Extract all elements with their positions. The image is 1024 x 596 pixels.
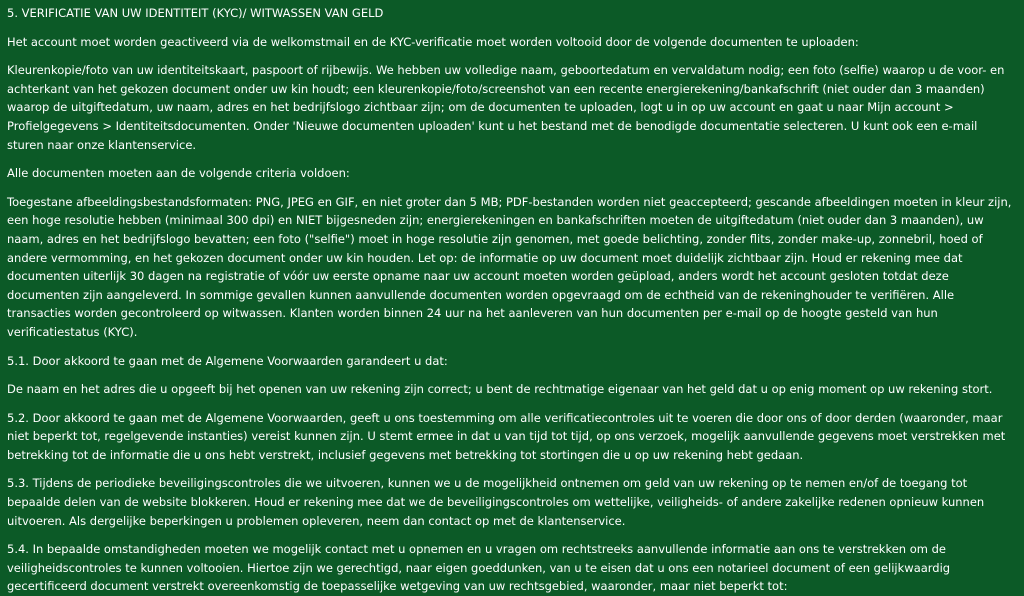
- paragraph-required-documents: Kleurenkopie/foto van uw identiteitskaart, paspoort of rijbewijs. We hebben uw volledige naam, geboortedatum en vervaldatum nodig; een foto (selfie) waarop u de voor- en achterkant van het gekozen document onder uw kin houdt; een kleurenkopie/foto/screenshot van een recente energierekening/bankafschrift (niet ouder dan 3 maanden) waarop de uitgiftedatum, uw naam, adres en het bedrijfslogo zichtbaar zijn; om de documenten te uploaden, logt u in op uw account en gaat u naar Mijn account > Profielgegevens > Identiteitsdocumenten. Onder 'Nieuwe documenten uploaden' kunt u het bestand met de benodigde documentatie selecteren. U kunt ook een e-mail sturen naar onze klantenservice.: [7, 63, 1005, 152]
- section-title: 5. VERIFICATIE VAN UW IDENTITEIT (KYC)/ WITWASSEN VAN GELD: [7, 6, 384, 20]
- paragraph-account-activation: Het account moet worden geactiveerd via de welkomstmail en de KYC-verificatie moet worden voltooid door de volgende documenten te uploaden:: [7, 34, 859, 49]
- paragraph-5-4: 5.4. In bepaalde omstandigheden moeten we mogelijk contact met u opnemen en u vragen om rechtstreeks aanvullende informatie aan ons te verstrekken om de veiligheidscontroles te kunnen voltooien. Hiertoe zijn we gerechtigd, naar eigen goeddunken, van u te eisen dat u ons een notarieel document of een gelijkwaardig gecertificeerd document verstrekt overeenkomstig de toepasselijke wetgeving van uw rechtsgebied, waaronder, maar niet beperkt tot:: [7, 542, 951, 594]
- paragraph-5-2: 5.2. Door akkoord te gaan met de Algemene Voorwaarden, geeft u ons toestemming om alle verificatiecontroles uit te voeren die door ons of door derden (waaronder, maar niet beperkt tot, regelgevende instanties) vereist kunnen zijn. U stemt ermee in dat u van tijd tot tijd, op ons verzoek, mogelijk aanvullende gegevens moet verstrekken met betrekking tot de informatie die u ons hebt verstrekt, inclusief gegevens met betrekking tot stortingen die u op uw rekening hebt gedaan.: [7, 410, 1006, 462]
- paragraph-criteria-intro: Alle documenten moeten aan de volgende criteria voldoen:: [7, 166, 350, 181]
- paragraph-5-1: 5.1. Door akkoord te gaan met de Algemene Voorwaarden garandeert u dat:: [7, 353, 448, 368]
- paragraph-document-criteria: Toegestane afbeeldingsbestandsformaten: PNG, JPEG en GIF, en niet groter dan 5 MB; PDF-bestanden worden niet geaccepteerd; gescande afbeeldingen moeten in kleur zijn, een hoge resolutie hebben (minimaal 300 dpi) en NIET bijgesneden zijn; energierekeningen en bankafschriften moeten de uitgiftedatum (niet ouder dan 3 maanden), uw naam, adres en het bedrijfslogo bevatten; een foto ("selfie") moet in hoge resolutie zijn genomen, met goede belichting, zonder flits, zonder make-up, zonnebril, hoed of andere vermomming, en het gekozen document onder uw kin houden. Let op: de informatie op uw document moet duidelijk zichtbaar zijn. Houd er rekening mee dat documenten uiterlijk 30 dagen na registratie of vóór uw eerste opname naar uw account moeten worden geüpload, anders wordt het account gesloten totdat deze documenten zijn aangeleverd. In sommige gevallen kunnen aanvullende documenten worden opgevraagd om de echtheid van de rekeninghouder te verifiëren. Alle transacties worden gecontroleerd op witwassen. Klanten worden binnen 24 uur na het aanleveren van hun documenten per e-mail op de hoogte gesteld van hun verificatiestatus (KYC).: [7, 194, 1012, 339]
- paragraph-5-3: 5.3. Tijdens de periodieke beveiligingscontroles die we uitvoeren, kunnen we u de mogelijkheid ontnemen om geld van uw rekening op te nemen en/of de toegang tot bepaalde delen van de website blokkeren. Houd er rekening mee dat we de beveiligingscontroles om wettelijke, veiligheids- of andere zakelijke redenen opnieuw kunnen uitvoeren. Als dergelijke beperkingen u problemen opleveren, neem dan contact op met de klantenservice.: [7, 476, 985, 528]
- paragraph-5-1-detail: De naam en het adres die u opgeeft bij het openen van uw rekening zijn correct; u bent de rechtmatige eigenaar van het geld dat u op enig moment op uw rekening stort.: [7, 382, 993, 397]
